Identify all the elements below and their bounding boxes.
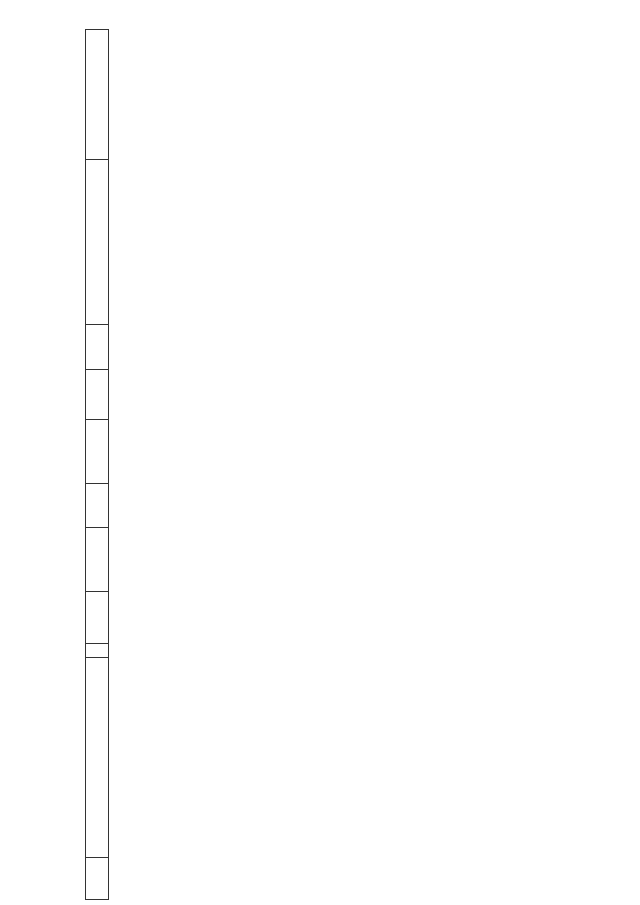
header-cell xyxy=(86,484,109,528)
header-row xyxy=(86,30,109,900)
header-cell xyxy=(86,858,109,900)
header-cell xyxy=(86,528,109,592)
program-table xyxy=(85,29,109,900)
header-cell xyxy=(86,644,109,658)
header-cell xyxy=(86,370,109,420)
rotated-page xyxy=(85,30,595,900)
header-cell xyxy=(86,30,109,160)
header-cell xyxy=(86,592,109,644)
header-cell xyxy=(86,658,109,858)
header-cell xyxy=(86,325,109,370)
header-cell xyxy=(86,420,109,484)
header-cell xyxy=(86,160,109,325)
